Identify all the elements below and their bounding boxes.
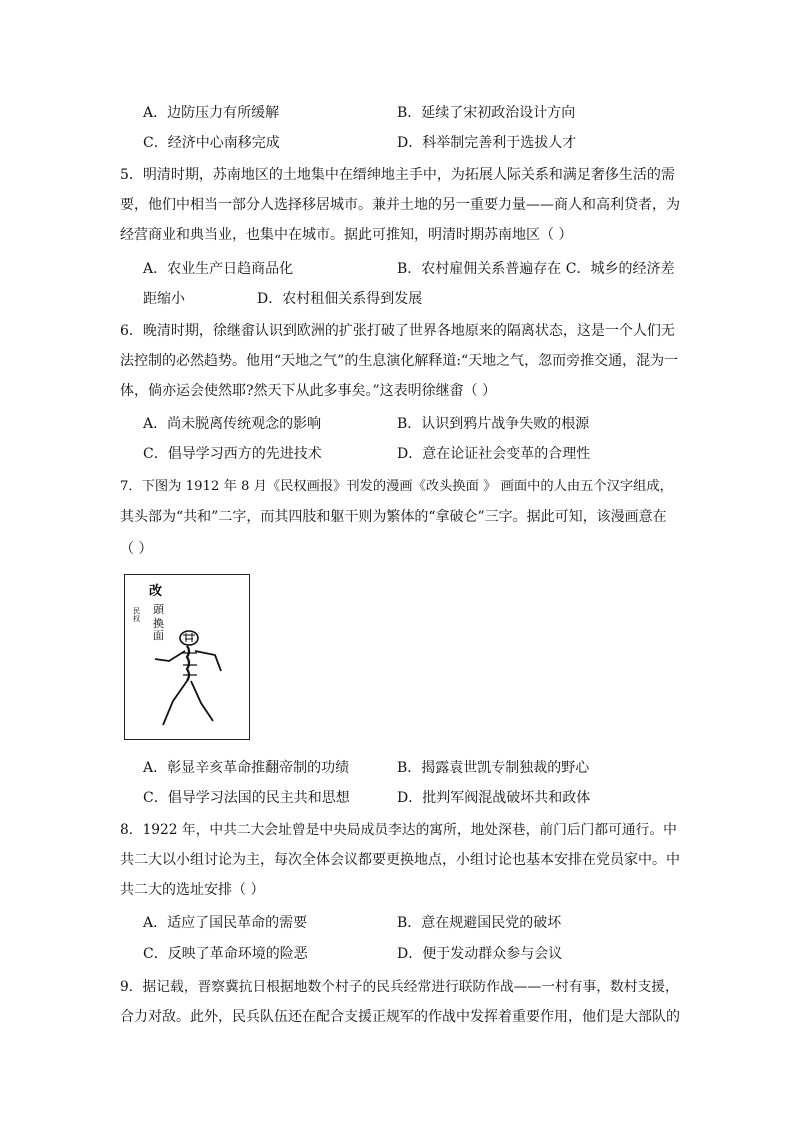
q5-option-a[interactable]: A．农业生产日趋商品化: [143, 261, 294, 277]
q6-option-a[interactable]: A．尚未脱离传统观念的影响: [143, 416, 322, 432]
q7-option-b[interactable]: B．揭露袁世凯专制独裁的野心: [397, 760, 590, 776]
q8-stem-line: 共二大以小组讨论为主，每次全体会议都要更换地点，小组讨论也基本安排在党员家中。中: [120, 852, 680, 868]
figure-left-leg: [163, 681, 187, 725]
cartoon-title-char: 面: [153, 629, 164, 642]
cartoon-drawing: [125, 575, 249, 739]
q6-stem-line: 体，倘亦运会使然耶?然天下从此多事矣。”这表明徐继畬（ ）: [120, 383, 497, 399]
q6-option-c[interactable]: C．倡导学习西方的先进技术: [143, 446, 322, 462]
q6-stem-line: 6．晚清时期，徐继畬认识到欧洲的扩张打破了世界各地原来的隔离状态，这是一个人们无: [120, 323, 675, 339]
q5-option-b-c[interactable]: B．农村雇佣关系普遍存在 C．城乡的经济差: [397, 261, 675, 277]
figure-head: [180, 631, 198, 645]
cartoon-side-note: 权: [133, 615, 140, 623]
figure-left-arm: [155, 651, 185, 661]
q4-option-c[interactable]: C．经济中心南移完成: [143, 135, 280, 151]
figure-head-strokes: [183, 633, 195, 642]
q7-option-d[interactable]: D．批判军阀混战破坏共和政体: [397, 790, 591, 806]
q7-stem-line: 7．下图为 1912 年 8 月《民权画报》刊发的漫画《改头换面 》 画面中的人由五个汉字组成，: [120, 479, 673, 494]
cartoon-title-char: 改: [149, 584, 163, 599]
q7-stem-line: 其头部为“共和”二字，而其四肢和躯干则为繁体的“拿破仑”三字。据此可知，该漫画意在: [120, 509, 667, 525]
cartoon-side-note: 民: [133, 607, 140, 615]
q5-option-c-continued[interactable]: 距缩小: [143, 291, 185, 307]
figure-right-leg: [191, 681, 213, 721]
figure-right-arm: [195, 651, 221, 671]
q8-stem-line: 8．1922 年，中共二大会址曾是中央局成员李达的寓所，地处深巷，前门后门都可通行。中: [120, 822, 677, 838]
q9-stem-line: 合力对敌。此外，民兵队伍还在配合支援正规军的作战中发挥着重要作用，他们是大部队的: [120, 1009, 680, 1025]
q5-stem-line: 要，他们中相当一部分人选择移居城市。兼并土地的另一重要力量——商人和高利贷者，为: [120, 197, 680, 213]
q6-option-d[interactable]: D．意在论证社会变革的合理性: [397, 446, 591, 462]
cartoon-title-char: 頭: [153, 603, 164, 616]
q5-option-d[interactable]: D．农村租佃关系得到发展: [257, 291, 423, 307]
q7-option-a[interactable]: A．彰显辛亥革命推翻帝制的功绩: [143, 760, 350, 776]
q6-option-b[interactable]: B．认识到鸦片战争失败的根源: [397, 416, 590, 432]
q8-stem-line: 共二大的选址安排（ ）: [120, 882, 265, 898]
q7-option-c[interactable]: C．倡导学习法国的民主共和思想: [143, 790, 350, 806]
q5-stem-line: 5．明清时期，苏南地区的土地集中在缙绅地主手中，为拓展人际关系和满足奢侈生活的需: [120, 167, 675, 183]
cartoon-title-char: 換: [153, 617, 164, 630]
q7-stem-line: （ ）: [120, 541, 153, 557]
figure-torso: [187, 646, 189, 681]
q8-option-c[interactable]: C．反映了革命环境的险恶: [143, 946, 308, 962]
q4-option-b[interactable]: B．延续了宋初政治设计方向: [397, 105, 576, 121]
q6-stem-line: 法控制的必然趋势。他用“天地之气”的生息演化解释道:“天地之气，忽而旁推交通，混为一: [120, 353, 679, 369]
q8-option-d[interactable]: D．便于发动群众参与会议: [397, 946, 563, 962]
cartoon-figure: [124, 574, 250, 740]
q8-option-b[interactable]: B．意在规避国民党的破坏: [397, 915, 562, 931]
q4-option-a[interactable]: A．边防压力有所缓解: [143, 105, 280, 121]
q4-option-d[interactable]: D．科举制完善利于选拔人才: [397, 135, 577, 151]
q5-stem-line: 经营商业和典当业，也集中在城市。据此可推知，明清时期苏南地区（ ）: [120, 227, 573, 243]
q9-stem-line: 9．据记载，晋察冀抗日根据地数个村子的民兵经常进行联防作战——一村有事，数村支援，: [120, 979, 679, 995]
q8-option-a[interactable]: A．适应了国民革命的需要: [143, 915, 308, 931]
